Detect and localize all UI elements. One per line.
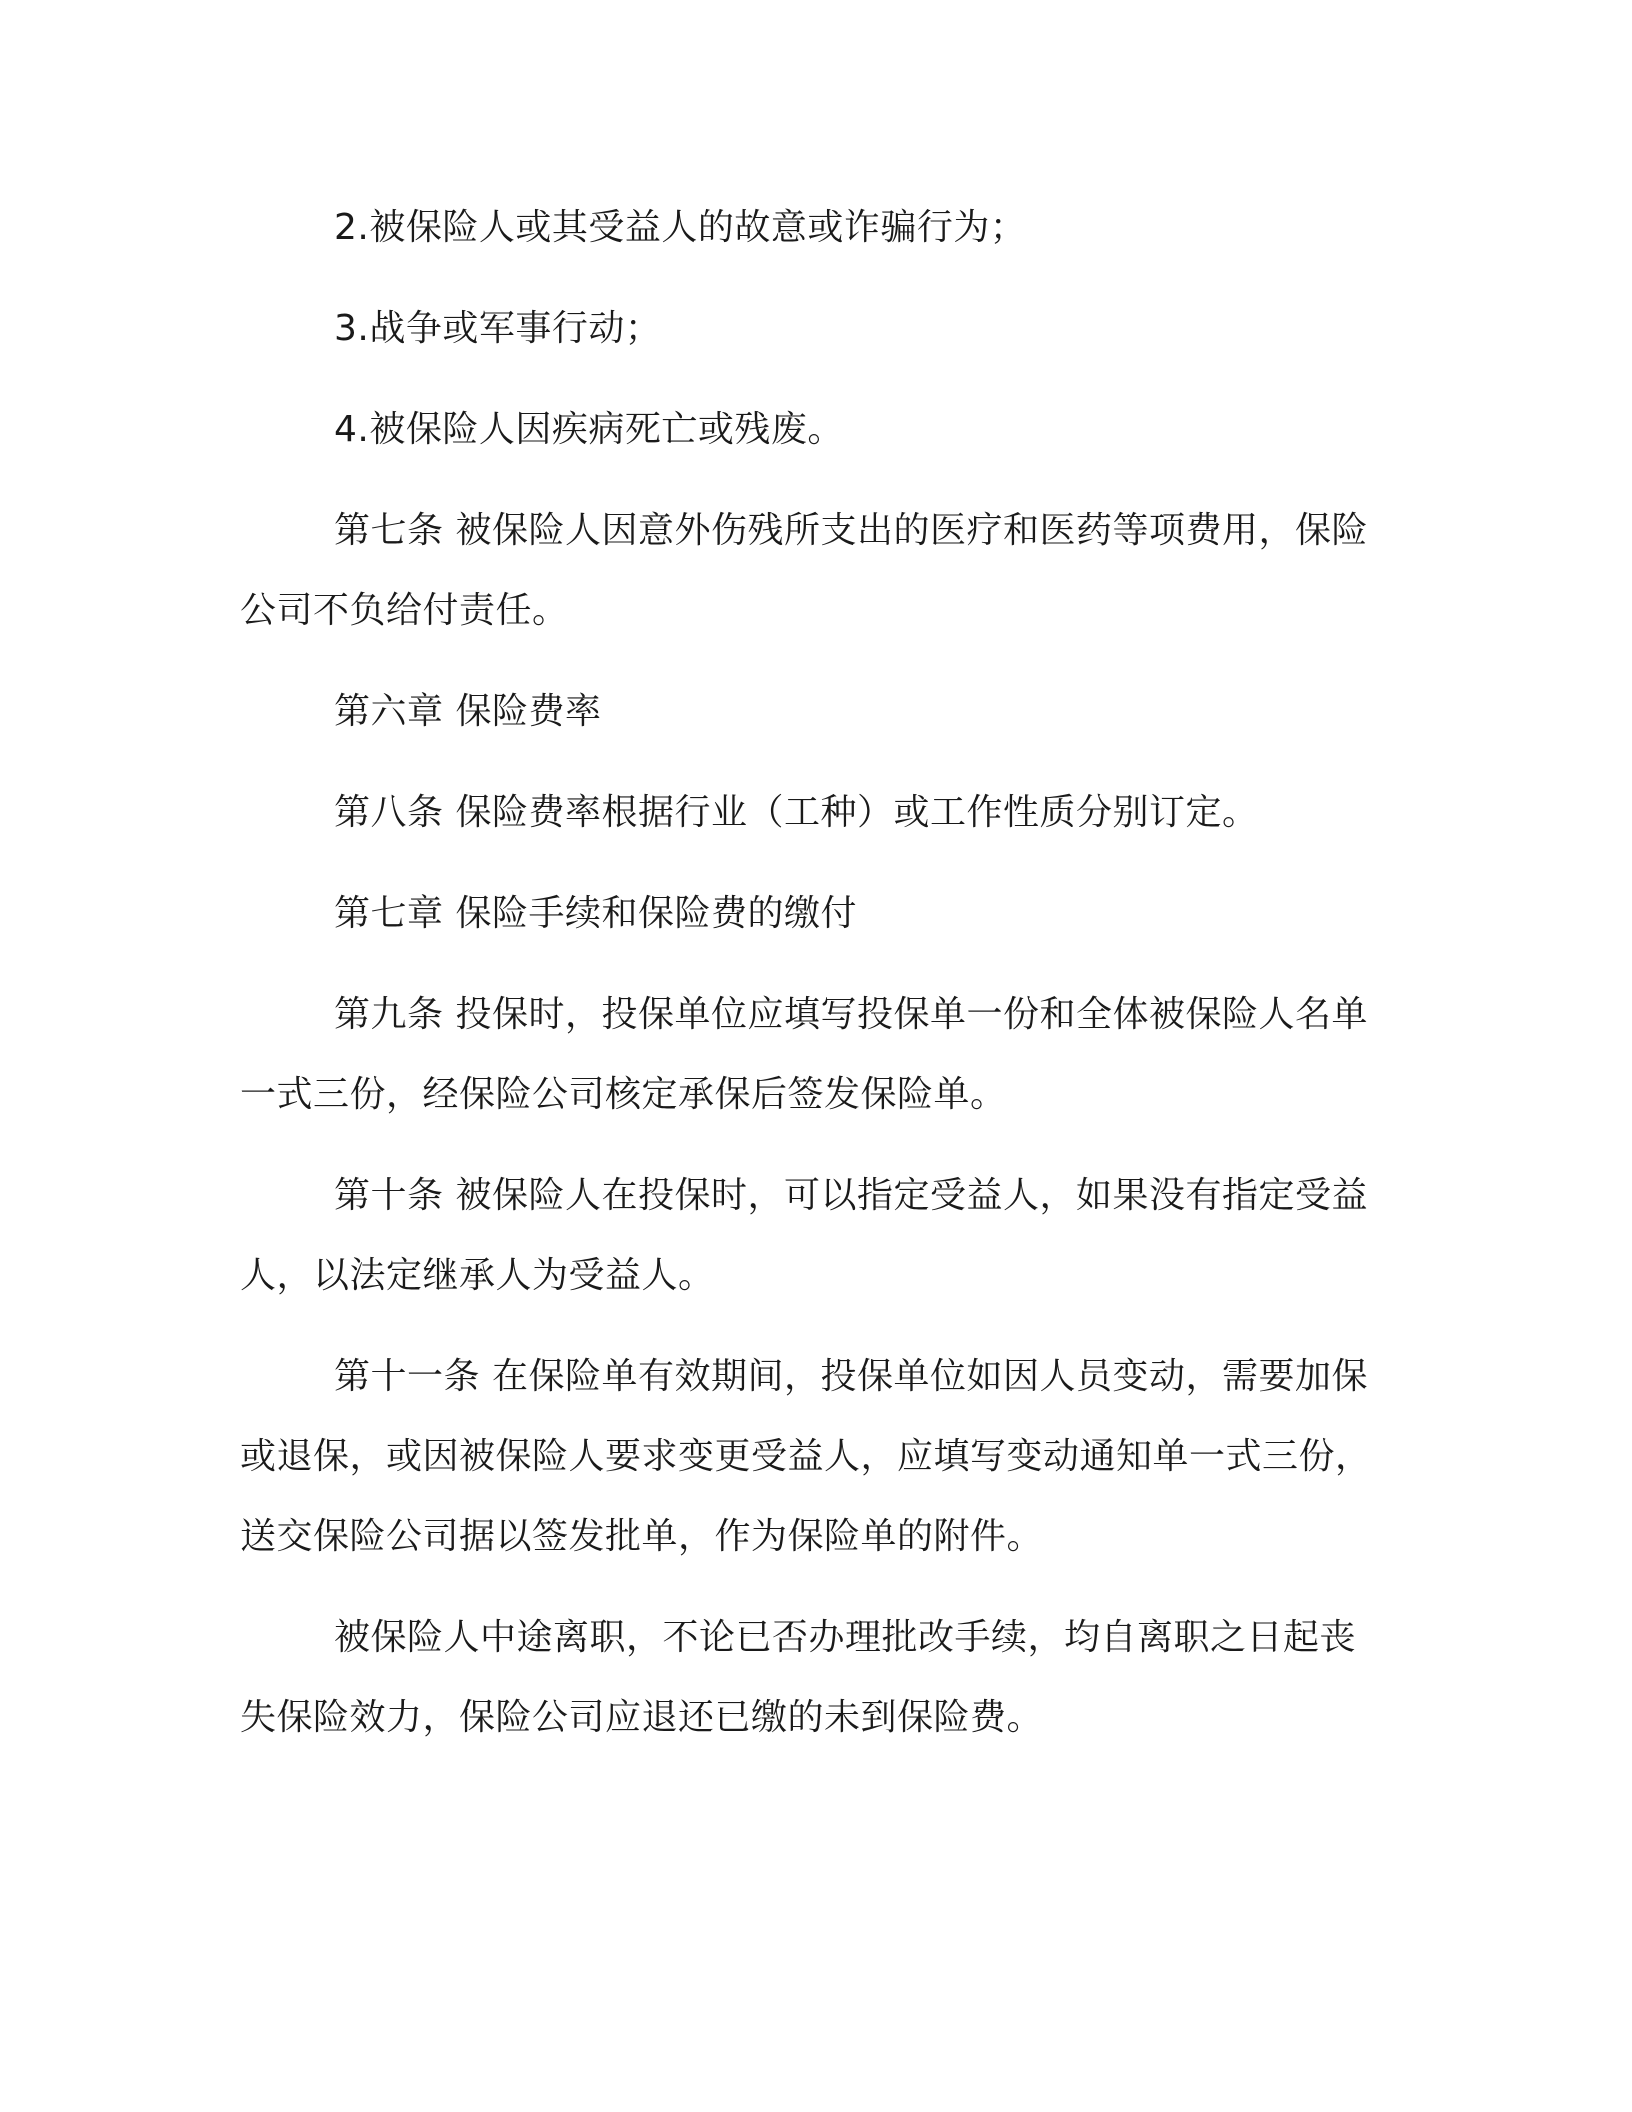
- article-7: 第七条 被保险人因意外伤残所支出的医疗和医药等项费用，保险公司不负给付责任。: [240, 510, 1368, 631]
- article-8: 第八条 保险费率根据行业（工种）或工作性质分别订定。: [334, 792, 1259, 833]
- article-10: 第十条 被保险人在投保时，可以指定受益人，如果没有指定受益人，以法定继承人为受益人。: [240, 1175, 1368, 1296]
- article-9: 第九条 投保时，投保单位应填写投保单一份和全体被保险人名单一式三份，经保险公司核定承保后签发保险单。: [240, 994, 1368, 1115]
- clause-exclusion-3: 3.战争或军事行动；: [334, 308, 662, 349]
- article-11-supplement: 被保险人中途离职，不论已否办理批改手续，均自离职之日起丧失保险效力，保险公司应退还已缴的未到保险费。: [240, 1617, 1357, 1738]
- chapter-7-heading: 第七章 保险手续和保险费的缴付: [334, 893, 857, 934]
- article-11: 第十一条 在保险单有效期间，投保单位如因人员变动，需要加保或退保，或因被保险人要求变更受益人，应填写变动通知单一式三份，送交保险公司据以签发批单，作为保险单的附件。: [240, 1356, 1372, 1557]
- clause-exclusion-2: 2.被保险人或其受益人的故意或诈骗行为；: [334, 207, 1027, 248]
- chapter-6-heading: 第六章 保险费率: [334, 691, 602, 732]
- clause-exclusion-4: 4.被保险人因疾病死亡或残废。: [334, 409, 844, 450]
- document-body: [240, 188, 1375, 1758]
